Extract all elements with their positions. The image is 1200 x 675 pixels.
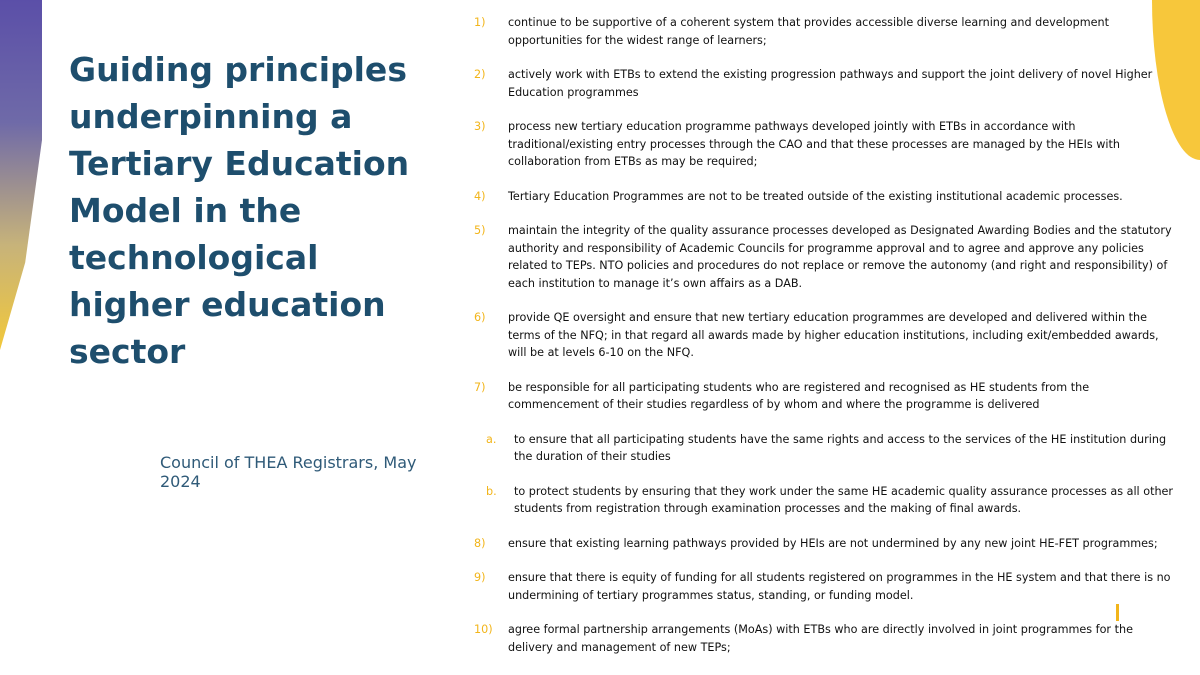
principle-number: 1)	[474, 16, 486, 29]
principle-item	[474, 569, 1174, 604]
principle-item	[474, 379, 1174, 518]
principle-item	[474, 222, 1174, 292]
principle-item	[474, 118, 1174, 171]
principle-item	[474, 14, 1174, 49]
principle-number: 6)	[474, 311, 486, 324]
sub-principle-text: to protect students by ensuring that they work under the same HE academic quality assurance processes as all other students from registration through examination processes and the making of final awards.	[514, 484, 1174, 515]
slide-credit: Council of THEA Registrars, May 2024	[160, 453, 417, 491]
principle-number: 5)	[474, 224, 486, 237]
principle-item	[474, 188, 1174, 206]
principle-item	[474, 309, 1174, 362]
principle-text: actively work with ETBs to extend the existing progression pathways and support the joint delivery of novel Higher Education programmes	[508, 68, 1153, 99]
sub-principles-list	[474, 431, 1174, 518]
sub-principle-item	[486, 431, 1174, 466]
principle-text: maintain the integrity of the quality assurance processes developed as Designated Awarding Bodies and the statutory authority and responsibility of Academic Councils for programme approval and to agree and approve any policies related to TEPs. NTO policies and procedures do not replace or remove the autonomy (and right and responsibility) of each institution to manage it’s own affairs as a DAB.	[508, 224, 1172, 290]
principle-item	[474, 621, 1174, 656]
sub-principle-item	[486, 483, 1174, 518]
slide-title: Guiding principles underpinning a Tertiary Education Model in the technological higher education sector	[69, 50, 410, 371]
principle-text: provide QE oversight and ensure that new tertiary education programmes are developed and delivered within the terms of the NFQ; in that regard all awards made by higher education institutions, including exit/embedded awards, will be at levels 6-10 on the NFQ.	[508, 311, 1159, 359]
principle-text: process new tertiary education programme pathways developed jointly with ETBs in accordance with traditional/existing entry processes through the CAO and that these processes are managed by the HEIs with collaboration from ETBs as may be required;	[508, 120, 1121, 168]
sub-principle-letter: a.	[486, 432, 497, 446]
sub-principle-text: to ensure that all participating students have the same rights and access to the services of the HE institution during the duration of their studies	[514, 432, 1167, 463]
principle-text: Tertiary Education Programmes are not to be treated outside of the existing institutional academic processes.	[508, 189, 1123, 203]
principle-number: 8)	[474, 536, 486, 550]
decorative-gradient-band	[0, 0, 42, 350]
principle-number: 10)	[474, 623, 493, 636]
principle-item	[474, 66, 1174, 101]
principle-text: agree formal partnership arrangements (MoAs) with ETBs who are directly involved in joint programmes for the delivery and management of new TEPs;	[508, 623, 1133, 654]
principle-number: 4)	[474, 189, 486, 203]
principle-text: ensure that there is equity of funding for all students registered on programmes in the HE system and that there is no undermining of tertiary programmes status, standing, or funding model.	[508, 571, 1171, 602]
principle-number: 7)	[474, 380, 486, 394]
principle-text: ensure that existing learning pathways provided by HEIs are not undermined by any new joint HE-FET programmes;	[508, 536, 1158, 550]
sub-principle-letter: b.	[486, 484, 497, 498]
principle-item	[474, 535, 1174, 553]
principle-number: 2)	[474, 68, 486, 81]
principle-number: 9)	[474, 571, 486, 584]
principle-number: 3)	[474, 120, 486, 133]
principle-text: continue to be supportive of a coherent system that provides accessible diverse learning and development opportunities for the widest range of learners;	[508, 16, 1109, 47]
principles-list	[474, 14, 1174, 656]
principle-text: be responsible for all participating students who are registered and recognised as HE students from the commencement of their studies regardless of by whom and where the programme is delivered	[508, 380, 1090, 411]
